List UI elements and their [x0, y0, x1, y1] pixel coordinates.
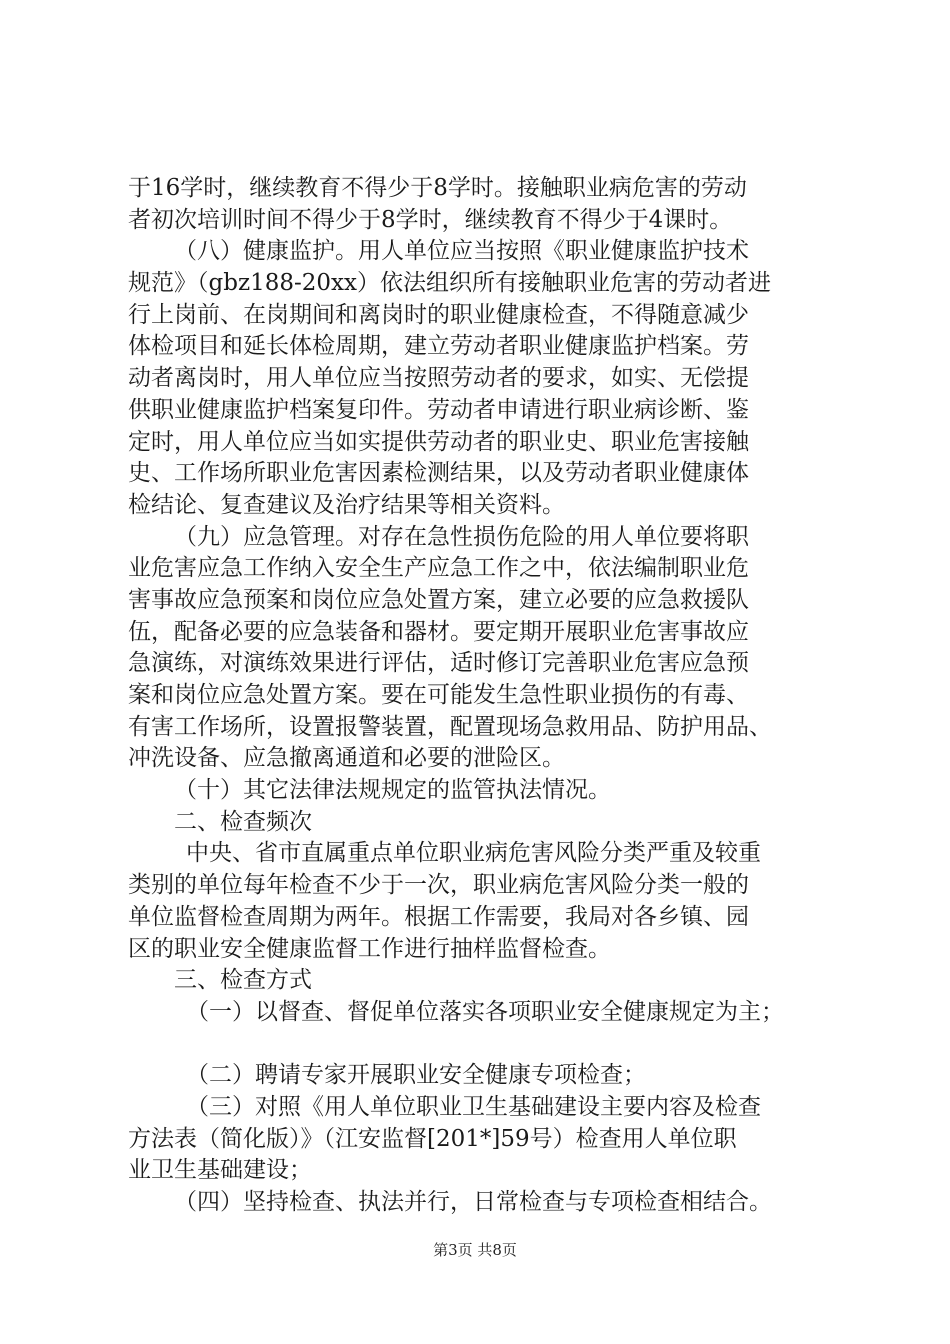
page-number-footer: 第3页 共8页: [433, 1241, 517, 1259]
text-line: 害事故应急预案和岗位应急处置方案，建立必要的应急救援队: [128, 586, 749, 613]
text-line: 区的职业安全健康监督工作进行抽样监督检查。: [128, 935, 611, 962]
text-line: 伍，配备必要的应急装备和器材。要定期开展职业危害事故应: [128, 618, 749, 645]
text-line: 者初次培训时间不得少于8学时，继续教育不得少于4课时。: [128, 206, 733, 233]
text-line: 急演练，对演练效果进行评估，适时修订完善职业危害应急预: [128, 650, 749, 677]
text-line: 方法表（简化版）》（江安监督[201*]59号）检查用人单位职: [128, 1125, 737, 1152]
text-line: 单位监督检查周期为两年。根据工作需要，我局对各乡镇、园: [128, 903, 749, 930]
text-line: 行上岗前、在岗期间和离岗时的职业健康检查，不得随意减少: [128, 301, 749, 328]
section-heading-inspection-frequency: 二、检查频次: [174, 808, 312, 835]
text-line: 规范》（gbz188-20xx）依法组织所有接触职业危害的劳动者进: [128, 270, 771, 297]
document-body: [128, 173, 848, 1219]
text-line: 于16学时，继续教育不得少于8学时。接触职业病危害的劳动: [128, 175, 747, 201]
text-line: 类别的单位每年检查不少于一次，职业病危害风险分类一般的: [128, 872, 749, 899]
section-heading-inspection-method: 三、检查方式: [174, 967, 312, 994]
text-line: 业卫生基础建设；: [128, 1157, 312, 1184]
text-line: 案和岗位应急处置方案。要在可能发生急性职业损伤的有毒、: [128, 682, 749, 708]
list-item-method-2: （二）聘请专家开展职业安全健康专项检查；: [186, 1062, 646, 1089]
text-line: 体检项目和延长体检周期，建立劳动者职业健康监护档案。劳: [128, 333, 749, 360]
list-item-method-1: （一）以督查、督促单位落实各项职业安全健康规定为主；: [186, 998, 784, 1025]
text-line: 动者离岗时，用人单位应当按照劳动者的要求，如实、无偿提: [128, 365, 749, 392]
section-10-heading-line: （十）其它法律法规规定的监管执法情况。: [174, 777, 611, 804]
text-line: 供职业健康监护档案复印件。劳动者申请进行职业病诊断、鉴: [128, 396, 749, 423]
text-line: 史、工作场所职业危害因素检测结果，以及劳动者职业健康体: [128, 460, 749, 487]
section-9-heading-line: （九）应急管理。对存在急性损伤危险的用人单位要将职: [174, 523, 749, 550]
text-line: 冲洗设备、应急撤离通道和必要的泄险区。: [128, 745, 565, 772]
text-line: 业危害应急工作纳入安全生产应急工作之中，依法编制职业危: [128, 555, 749, 582]
text-line: 检结论、复查建议及治疗结果等相关资料。: [128, 491, 565, 518]
text-line: 有害工作场所，设置报警装置，配置现场急救用品、防护用品、: [128, 713, 772, 740]
list-item-method-3: （三）对照《用人单位职业卫生基础建设主要内容及检查: [186, 1093, 761, 1120]
list-item-method-4: （四）坚持检查、执法并行，日常检查与专项检查相结合。: [174, 1189, 772, 1215]
text-line: 中央、省市直属重点单位职业病危害风险分类严重及较重: [186, 840, 761, 867]
blank-line: [128, 1029, 848, 1061]
text-line: 定时，用人单位应当如实提供劳动者的职业史、职业危害接触: [128, 428, 749, 455]
section-8-heading-line: （八）健康监护。用人单位应当按照《职业健康监护技术: [174, 238, 749, 265]
